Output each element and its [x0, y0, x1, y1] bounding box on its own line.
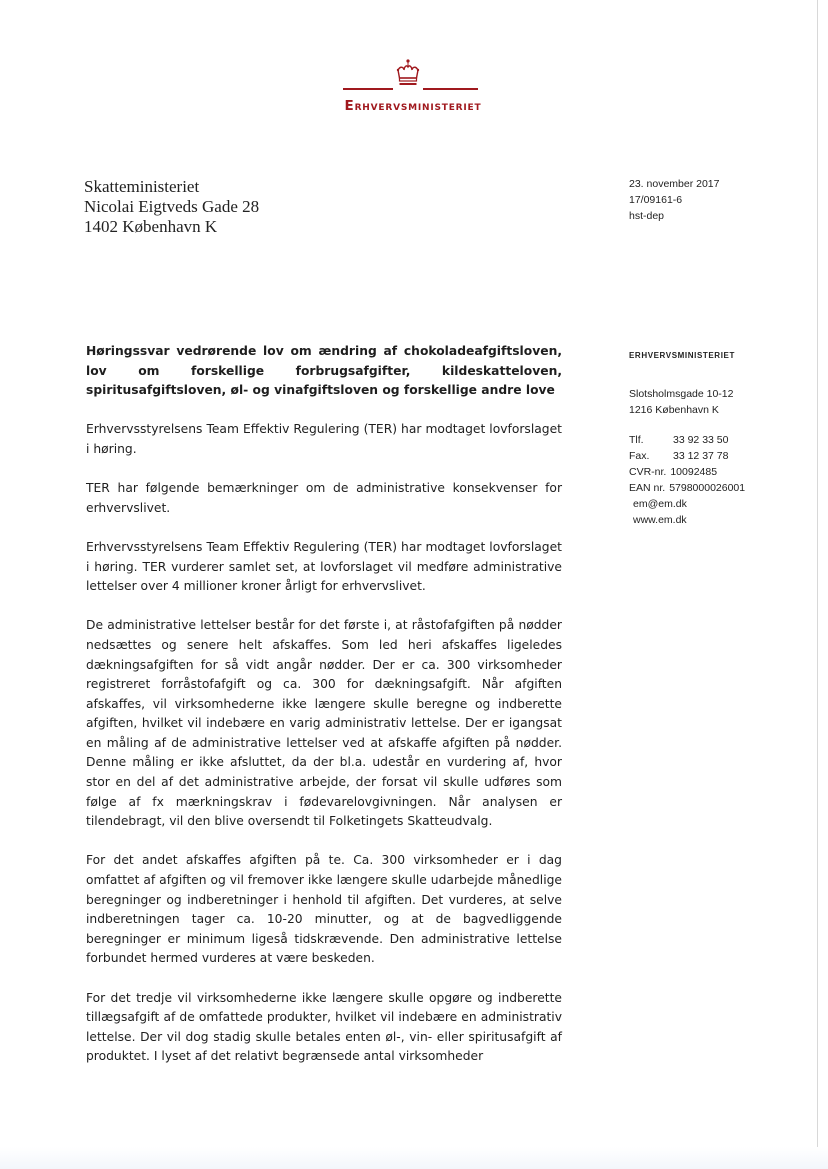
contact-value: 10092485 — [670, 466, 718, 478]
page-edge — [817, 0, 818, 1169]
address-line: Slotsholmsgade 10-12 — [629, 388, 734, 400]
contact-row-email — [629, 496, 809, 512]
letter-paragraph: TER har følgende bemærkninger om de administrative konsekvenser for erhvervslivet. — [86, 481, 562, 515]
recipient-line: Skatteministeriet — [84, 177, 200, 196]
letter-paragraph: For det tredje vil virksomhederne ikke længere skulle opgøre og indberette tillægsafgift af de omfattede produkter, hvilket vil indebære en administrativ lettelse. Der vil dog stadig skulle betales enten øl-, vin- eller spiritusafgift af produktet. I lyset af det relativt begrænsede antal virksomheder — [86, 990, 562, 1064]
contact-label: Tlf. — [629, 434, 644, 446]
letter-paragraph: Erhvervsstyrelsens Team Effektiv Regulering (TER) har modtaget lovforslaget i høring. TER vurderer samlet set, at lovforslaget vil medføre administrative lettelser over 4 millioner kroner årligt for erhvervslivet. — [86, 539, 562, 594]
sender-sidebar — [629, 348, 809, 528]
contact-label: CVR-nr. — [629, 466, 667, 478]
contact-row-web — [629, 512, 809, 528]
recipient-line: 1402 København K — [84, 217, 218, 236]
case-number: 17/09161-6 — [629, 194, 683, 206]
contact-row-phone — [629, 432, 809, 448]
letter-meta — [629, 176, 719, 224]
logo-rule-left — [343, 88, 393, 90]
website-link[interactable]: www.em.dk — [633, 514, 687, 526]
letter-date: 23. november 2017 — [629, 178, 720, 190]
letter-body — [86, 342, 562, 1087]
crown-icon — [393, 58, 423, 88]
contact-label: Fax. — [629, 450, 650, 462]
contact-value: 33 92 33 50 — [673, 434, 729, 446]
sidebar-org-name: ERHVERVSMINISTERIET — [629, 351, 735, 360]
ministry-logo — [0, 58, 828, 128]
letter-title: Høringssvar vedrørende lov om ændring af chokoladeafgiftsloven, lov om forskellige forbrugsafgifter, kildeskatteloven, spiritusafgiftsloven, øl- og vinafgiftsloven og forskellige andre love — [86, 344, 562, 398]
contact-row-cvr — [629, 464, 809, 480]
ministry-name: Erhvervsministeriet — [344, 98, 482, 114]
contact-value: 5798000026001 — [669, 482, 746, 494]
bottom-edge — [0, 1147, 828, 1169]
logo-rule-right — [423, 88, 478, 90]
recipient-line: Nicolai Eigtveds Gade 28 — [84, 197, 260, 216]
sidebar-address — [629, 386, 809, 418]
contact-label: EAN nr. — [629, 482, 666, 494]
author-initials: hst-dep — [629, 210, 665, 222]
letter-paragraph: For det andet afskaffes afgiften på te. Ca. 300 virksomheder er i dag omfattet af afgiften og vil fremover ikke længere skulle udarbejde månedlige beregninger og indberetninger i henhold til afgiften. Det vurderes, at selve indberetningen tager ca. 10-20 minutter, og at de bagvedliggende beregninger er minimum ligeså tidskrævende. Den administrative lettelse forbundet hermed vurderes at være beskeden. — [86, 853, 562, 966]
contact-row-fax — [629, 448, 809, 464]
contact-value: 33 12 37 78 — [673, 450, 729, 462]
sidebar-contacts — [629, 432, 809, 528]
letter-paragraph: De administrative lettelser består for det første i, at råstofafgiften på nødder nedsættes og senere helt afskaffes. Som led heri afskaffes ligeledes dækningsafgiften for så vidt angår nødder. Der er ca. 300 virksomheder registreret forråstofafgift og ca. 300 for dækningsafgift. Når afgiften afskaffes, vil virksomhederne ikke længere skulle beregne og indberette afgiften, hvilket vil indebære en varig administrativ lettelse. Der er igangsat en måling af de administrative lettelser ved at afskaffe afgiften på nødder. Denne måling er ikke afsluttet, da der bl.a. udestår en vurdering af, hvor stor en del af det administrative arbejde, der forsat vil skulle udføres som følge af fx mærkningskrav i fødevarelovgivningen. Når analysen er tilendebragt, vil den blive oversendt til Folketingets Skatteudvalg. — [86, 618, 562, 829]
recipient-address — [84, 177, 259, 237]
letter-paragraph: Erhvervsstyrelsens Team Effektiv Regulering (TER) har modtaget lovforslaget i høring. — [86, 422, 562, 456]
address-line: 1216 København K — [629, 404, 719, 416]
contact-row-ean — [629, 480, 809, 496]
email-link[interactable]: em@em.dk — [633, 498, 687, 510]
